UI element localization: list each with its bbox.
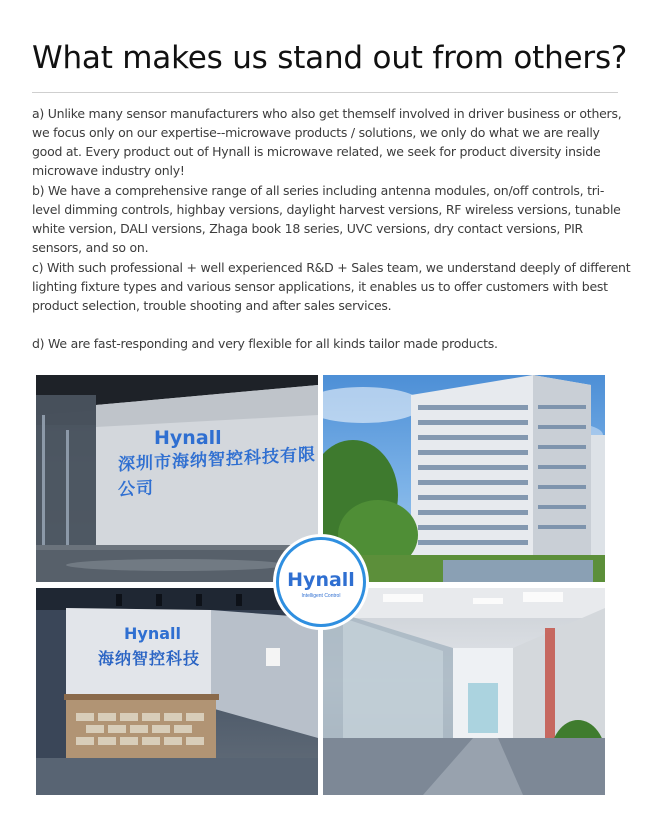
- hynall-logo-badge: [276, 537, 366, 627]
- paragraph-c: c) With such professional + well experienced R&D + Sales team, we understand deeply of different lighting fixture types and various sensor applications, it enables us to offer customers with best product selection, trouble shooting and after sales services.: [32, 260, 631, 313]
- reception-brand-logo: Hynall: [124, 624, 181, 643]
- paragraph-a: a) Unlike many sensor manufacturers who also get themself involved in driver business or others, we focus only on our expertise--microwave products / solutions, we only do what we are really good at. Every product out of Hynall is microwave related, we seek for product diversity inside microwave industry only!: [32, 106, 622, 178]
- lobby-company-name: 深圳市海纳智控科技有限公司: [118, 444, 316, 501]
- reception-company-name: 海纳智控科技: [98, 649, 201, 668]
- paragraph-b: b) We have a comprehensive range of all series including antenna modules, on/off controls, tri-level dimming controls, highbay versions, daylight harvest versions, RF wireless versions, tunable white version, DALI versions, Zhaga book 18 series, UVC versions, dry contact versions, PIR sensors, and so on.: [32, 183, 621, 255]
- lobby-brand-logo: Hynall: [154, 427, 222, 449]
- photo-lobby: [36, 375, 318, 582]
- paragraph-d: d) We are fast-responding and very flexible for all kinds tailor made products.: [32, 336, 498, 351]
- title-divider: [32, 92, 618, 93]
- photo-building: [323, 375, 605, 582]
- photo-corridor: [323, 588, 605, 795]
- page-title: What makes us stand out from others?: [32, 40, 628, 76]
- logo-brand-name: Hynall: [287, 569, 355, 591]
- logo-tagline: Intelligent Control: [301, 593, 341, 599]
- photo-reception: [36, 588, 318, 795]
